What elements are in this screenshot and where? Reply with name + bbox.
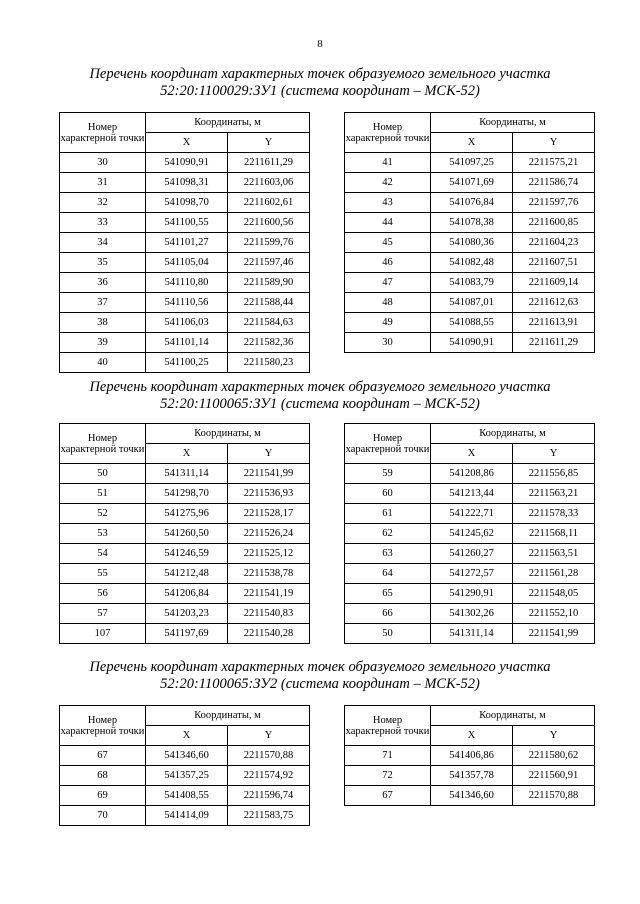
y-coordinate-cell: 2211552,10: [513, 604, 595, 624]
x-coordinate-cell: 541106,03: [146, 313, 228, 333]
section-title-line2: 52:20:1100029:ЗУ1 (система координат – МСК-52): [160, 83, 480, 99]
point-number-cell: 64: [345, 564, 431, 584]
y-coordinate-cell: 2211540,28: [228, 624, 310, 644]
point-number-cell: 50: [60, 464, 146, 484]
header-y: Y: [228, 444, 310, 464]
table-row: [60, 173, 310, 193]
x-coordinate-cell: 541311,14: [146, 464, 228, 484]
point-number-cell: 62: [345, 524, 431, 544]
table-row: [60, 624, 310, 644]
section-zu1-1100065: [0, 379, 640, 413]
point-number-cell: 68: [60, 766, 146, 786]
y-coordinate-cell: 2211540,83: [228, 604, 310, 624]
point-number-cell: 51: [60, 484, 146, 504]
x-coordinate-cell: 541080,36: [431, 233, 513, 253]
point-number-cell: 49: [345, 313, 431, 333]
y-coordinate-cell: 2211570,88: [228, 746, 310, 766]
point-number-cell: 53: [60, 524, 146, 544]
header-point-number: Номер характерной точки: [60, 113, 146, 153]
table-row: [345, 766, 595, 786]
x-coordinate-cell: 541311,14: [431, 624, 513, 644]
table-row: [60, 564, 310, 584]
header-coordinates: Координаты, м: [431, 113, 595, 133]
y-coordinate-cell: 2211570,88: [513, 786, 595, 806]
point-number-cell: 59: [345, 464, 431, 484]
y-coordinate-cell: 2211609,14: [513, 273, 595, 293]
table-row: [345, 624, 595, 644]
table-row: [345, 153, 595, 173]
coords-table-right: [344, 705, 595, 806]
y-coordinate-cell: 2211563,51: [513, 544, 595, 564]
x-coordinate-cell: 541082,48: [431, 253, 513, 273]
coords-table-left: [59, 112, 310, 373]
table-row: [345, 524, 595, 544]
y-coordinate-cell: 2211574,92: [228, 766, 310, 786]
header-x: X: [431, 444, 513, 464]
point-number-cell: 50: [345, 624, 431, 644]
y-coordinate-cell: 2211599,76: [228, 233, 310, 253]
coords-table-right: [344, 423, 595, 644]
y-coordinate-cell: 2211578,33: [513, 504, 595, 524]
point-number-cell: 39: [60, 333, 146, 353]
header-x: X: [146, 726, 228, 746]
x-coordinate-cell: 541071,69: [431, 173, 513, 193]
x-coordinate-cell: 541260,50: [146, 524, 228, 544]
y-coordinate-cell: 2211611,29: [228, 153, 310, 173]
table-row: [60, 353, 310, 373]
point-number-cell: 61: [345, 504, 431, 524]
header-y: Y: [228, 726, 310, 746]
y-coordinate-cell: 2211560,91: [513, 766, 595, 786]
x-coordinate-cell: 541206,84: [146, 584, 228, 604]
table-row: [345, 564, 595, 584]
x-coordinate-cell: 541212,48: [146, 564, 228, 584]
table-row: [345, 504, 595, 524]
point-number-cell: 70: [60, 806, 146, 826]
header-coordinates: Координаты, м: [146, 424, 310, 444]
y-coordinate-cell: 2211525,12: [228, 544, 310, 564]
point-number-cell: 37: [60, 293, 146, 313]
header-point-number: Номер характерной точки: [60, 424, 146, 464]
y-coordinate-cell: 2211597,76: [513, 193, 595, 213]
point-number-cell: 34: [60, 233, 146, 253]
y-coordinate-cell: 2211584,63: [228, 313, 310, 333]
y-coordinate-cell: 2211586,74: [513, 173, 595, 193]
point-number-cell: 32: [60, 193, 146, 213]
y-coordinate-cell: 2211528,17: [228, 504, 310, 524]
table-row: [345, 173, 595, 193]
y-coordinate-cell: 2211583,75: [228, 806, 310, 826]
x-coordinate-cell: 541087,01: [431, 293, 513, 313]
point-number-cell: 44: [345, 213, 431, 233]
header-y: Y: [513, 133, 595, 153]
table-row: [60, 786, 310, 806]
x-coordinate-cell: 541290,91: [431, 584, 513, 604]
x-coordinate-cell: 541100,55: [146, 213, 228, 233]
table-row: [60, 193, 310, 213]
header-coordinates: Координаты, м: [146, 706, 310, 726]
point-number-cell: 41: [345, 153, 431, 173]
header-x: X: [146, 133, 228, 153]
header-y: Y: [513, 726, 595, 746]
table-row: [60, 333, 310, 353]
y-coordinate-cell: 2211596,74: [228, 786, 310, 806]
y-coordinate-cell: 2211611,29: [513, 333, 595, 353]
header-x: X: [146, 444, 228, 464]
table-row: [345, 233, 595, 253]
x-coordinate-cell: 541101,27: [146, 233, 228, 253]
point-number-cell: 40: [60, 353, 146, 373]
table-row: [60, 544, 310, 564]
x-coordinate-cell: 541100,25: [146, 353, 228, 373]
section-title-line2: 52:20:1100065:ЗУ2 (система координат – МСК-52): [160, 676, 480, 692]
header-point-number: Номер характерной точки: [60, 706, 146, 746]
point-number-cell: 31: [60, 173, 146, 193]
y-coordinate-cell: 2211600,56: [228, 213, 310, 233]
x-coordinate-cell: 541246,59: [146, 544, 228, 564]
x-coordinate-cell: 541406,86: [431, 746, 513, 766]
x-coordinate-cell: 541213,44: [431, 484, 513, 504]
x-coordinate-cell: 541208,86: [431, 464, 513, 484]
point-number-cell: 48: [345, 293, 431, 313]
x-coordinate-cell: 541346,60: [146, 746, 228, 766]
section-title-line1: Перечень координат характерных точек образуемого земельного участка: [89, 659, 551, 675]
point-number-cell: 46: [345, 253, 431, 273]
table-row: [60, 293, 310, 313]
point-number-cell: 35: [60, 253, 146, 273]
section-title-line1: Перечень координат характерных точек образуемого земельного участка: [89, 379, 551, 395]
header-y: Y: [513, 444, 595, 464]
section-zu2-1100065: [0, 659, 640, 693]
y-coordinate-cell: 2211548,05: [513, 584, 595, 604]
header-x: X: [431, 726, 513, 746]
x-coordinate-cell: 541090,91: [146, 153, 228, 173]
x-coordinate-cell: 541101,14: [146, 333, 228, 353]
table-row: [345, 333, 595, 353]
y-coordinate-cell: 2211541,99: [228, 464, 310, 484]
y-coordinate-cell: 2211588,44: [228, 293, 310, 313]
table-row: [345, 193, 595, 213]
point-number-cell: 47: [345, 273, 431, 293]
y-coordinate-cell: 2211563,21: [513, 484, 595, 504]
x-coordinate-cell: 541105,04: [146, 253, 228, 273]
y-coordinate-cell: 2211582,36: [228, 333, 310, 353]
x-coordinate-cell: 541272,57: [431, 564, 513, 584]
table-row: [60, 153, 310, 173]
x-coordinate-cell: 541097,25: [431, 153, 513, 173]
y-coordinate-cell: 2211538,78: [228, 564, 310, 584]
y-coordinate-cell: 2211541,99: [513, 624, 595, 644]
x-coordinate-cell: 541083,79: [431, 273, 513, 293]
table-row: [345, 484, 595, 504]
x-coordinate-cell: 541260,27: [431, 544, 513, 564]
y-coordinate-cell: 2211589,90: [228, 273, 310, 293]
section-title-line1: Перечень координат характерных точек образуемого земельного участка: [89, 66, 551, 82]
table-row: [60, 584, 310, 604]
point-number-cell: 45: [345, 233, 431, 253]
point-number-cell: 72: [345, 766, 431, 786]
table-row: [60, 604, 310, 624]
table-row: [345, 786, 595, 806]
header-coordinates: Координаты, м: [431, 706, 595, 726]
point-number-cell: 30: [345, 333, 431, 353]
section-zu1-1100029: [0, 66, 640, 100]
point-number-cell: 65: [345, 584, 431, 604]
y-coordinate-cell: 2211580,62: [513, 746, 595, 766]
x-coordinate-cell: 541414,09: [146, 806, 228, 826]
point-number-cell: 107: [60, 624, 146, 644]
header-coordinates: Координаты, м: [431, 424, 595, 444]
page-number: 8: [317, 38, 323, 50]
y-coordinate-cell: 2211556,85: [513, 464, 595, 484]
x-coordinate-cell: 541076,84: [431, 193, 513, 213]
x-coordinate-cell: 541088,55: [431, 313, 513, 333]
y-coordinate-cell: 2211536,93: [228, 484, 310, 504]
table-row: [345, 213, 595, 233]
point-number-cell: 55: [60, 564, 146, 584]
x-coordinate-cell: 541245,62: [431, 524, 513, 544]
point-number-cell: 56: [60, 584, 146, 604]
y-coordinate-cell: 2211575,21: [513, 153, 595, 173]
y-coordinate-cell: 2211568,11: [513, 524, 595, 544]
table-row: [345, 544, 595, 564]
table-row: [60, 233, 310, 253]
y-coordinate-cell: 2211602,61: [228, 193, 310, 213]
x-coordinate-cell: 541222,71: [431, 504, 513, 524]
table-row: [345, 273, 595, 293]
point-number-cell: 43: [345, 193, 431, 213]
y-coordinate-cell: 2211603,06: [228, 173, 310, 193]
header-point-number: Номер характерной точки: [345, 424, 431, 464]
header-y: Y: [228, 133, 310, 153]
x-coordinate-cell: 541275,96: [146, 504, 228, 524]
x-coordinate-cell: 541110,80: [146, 273, 228, 293]
y-coordinate-cell: 2211526,24: [228, 524, 310, 544]
table-row: [60, 746, 310, 766]
table-row: [60, 273, 310, 293]
header-point-number: Номер характерной точки: [345, 113, 431, 153]
header-coordinates: Координаты, м: [146, 113, 310, 133]
x-coordinate-cell: 541110,56: [146, 293, 228, 313]
table-row: [345, 604, 595, 624]
table-row: [345, 464, 595, 484]
table-row: [345, 313, 595, 333]
point-number-cell: 67: [60, 746, 146, 766]
point-number-cell: 60: [345, 484, 431, 504]
y-coordinate-cell: 2211561,28: [513, 564, 595, 584]
table-row: [345, 584, 595, 604]
x-coordinate-cell: 541408,55: [146, 786, 228, 806]
coords-table-left: [59, 705, 310, 826]
x-coordinate-cell: 541078,38: [431, 213, 513, 233]
x-coordinate-cell: 541302,26: [431, 604, 513, 624]
table-row: [60, 464, 310, 484]
table-row: [345, 746, 595, 766]
point-number-cell: 71: [345, 746, 431, 766]
x-coordinate-cell: 541098,31: [146, 173, 228, 193]
table-row: [60, 313, 310, 333]
x-coordinate-cell: 541357,78: [431, 766, 513, 786]
x-coordinate-cell: 541197,69: [146, 624, 228, 644]
point-number-cell: 38: [60, 313, 146, 333]
table-row: [60, 504, 310, 524]
y-coordinate-cell: 2211604,23: [513, 233, 595, 253]
x-coordinate-cell: 541357,25: [146, 766, 228, 786]
table-row: [60, 253, 310, 273]
x-coordinate-cell: 541298,70: [146, 484, 228, 504]
table-row: [60, 484, 310, 504]
y-coordinate-cell: 2211541,19: [228, 584, 310, 604]
table-row: [60, 213, 310, 233]
point-number-cell: 63: [345, 544, 431, 564]
point-number-cell: 54: [60, 544, 146, 564]
header-x: X: [431, 133, 513, 153]
point-number-cell: 42: [345, 173, 431, 193]
table-row: [60, 524, 310, 544]
coords-table-left: [59, 423, 310, 644]
x-coordinate-cell: 541098,70: [146, 193, 228, 213]
y-coordinate-cell: 2211600,85: [513, 213, 595, 233]
point-number-cell: 67: [345, 786, 431, 806]
section-title-line2: 52:20:1100065:ЗУ1 (система координат – МСК-52): [160, 396, 480, 412]
x-coordinate-cell: 541203,23: [146, 604, 228, 624]
point-number-cell: 66: [345, 604, 431, 624]
point-number-cell: 69: [60, 786, 146, 806]
table-row: [60, 806, 310, 826]
point-number-cell: 30: [60, 153, 146, 173]
table-row: [60, 766, 310, 786]
y-coordinate-cell: 2211612,63: [513, 293, 595, 313]
point-number-cell: 57: [60, 604, 146, 624]
y-coordinate-cell: 2211580,23: [228, 353, 310, 373]
table-row: [345, 253, 595, 273]
point-number-cell: 52: [60, 504, 146, 524]
coords-table-right: [344, 112, 595, 353]
y-coordinate-cell: 2211597,46: [228, 253, 310, 273]
x-coordinate-cell: 541090,91: [431, 333, 513, 353]
y-coordinate-cell: 2211613,91: [513, 313, 595, 333]
y-coordinate-cell: 2211607,51: [513, 253, 595, 273]
header-point-number: Номер характерной точки: [345, 706, 431, 746]
table-row: [345, 293, 595, 313]
x-coordinate-cell: 541346,60: [431, 786, 513, 806]
point-number-cell: 33: [60, 213, 146, 233]
point-number-cell: 36: [60, 273, 146, 293]
